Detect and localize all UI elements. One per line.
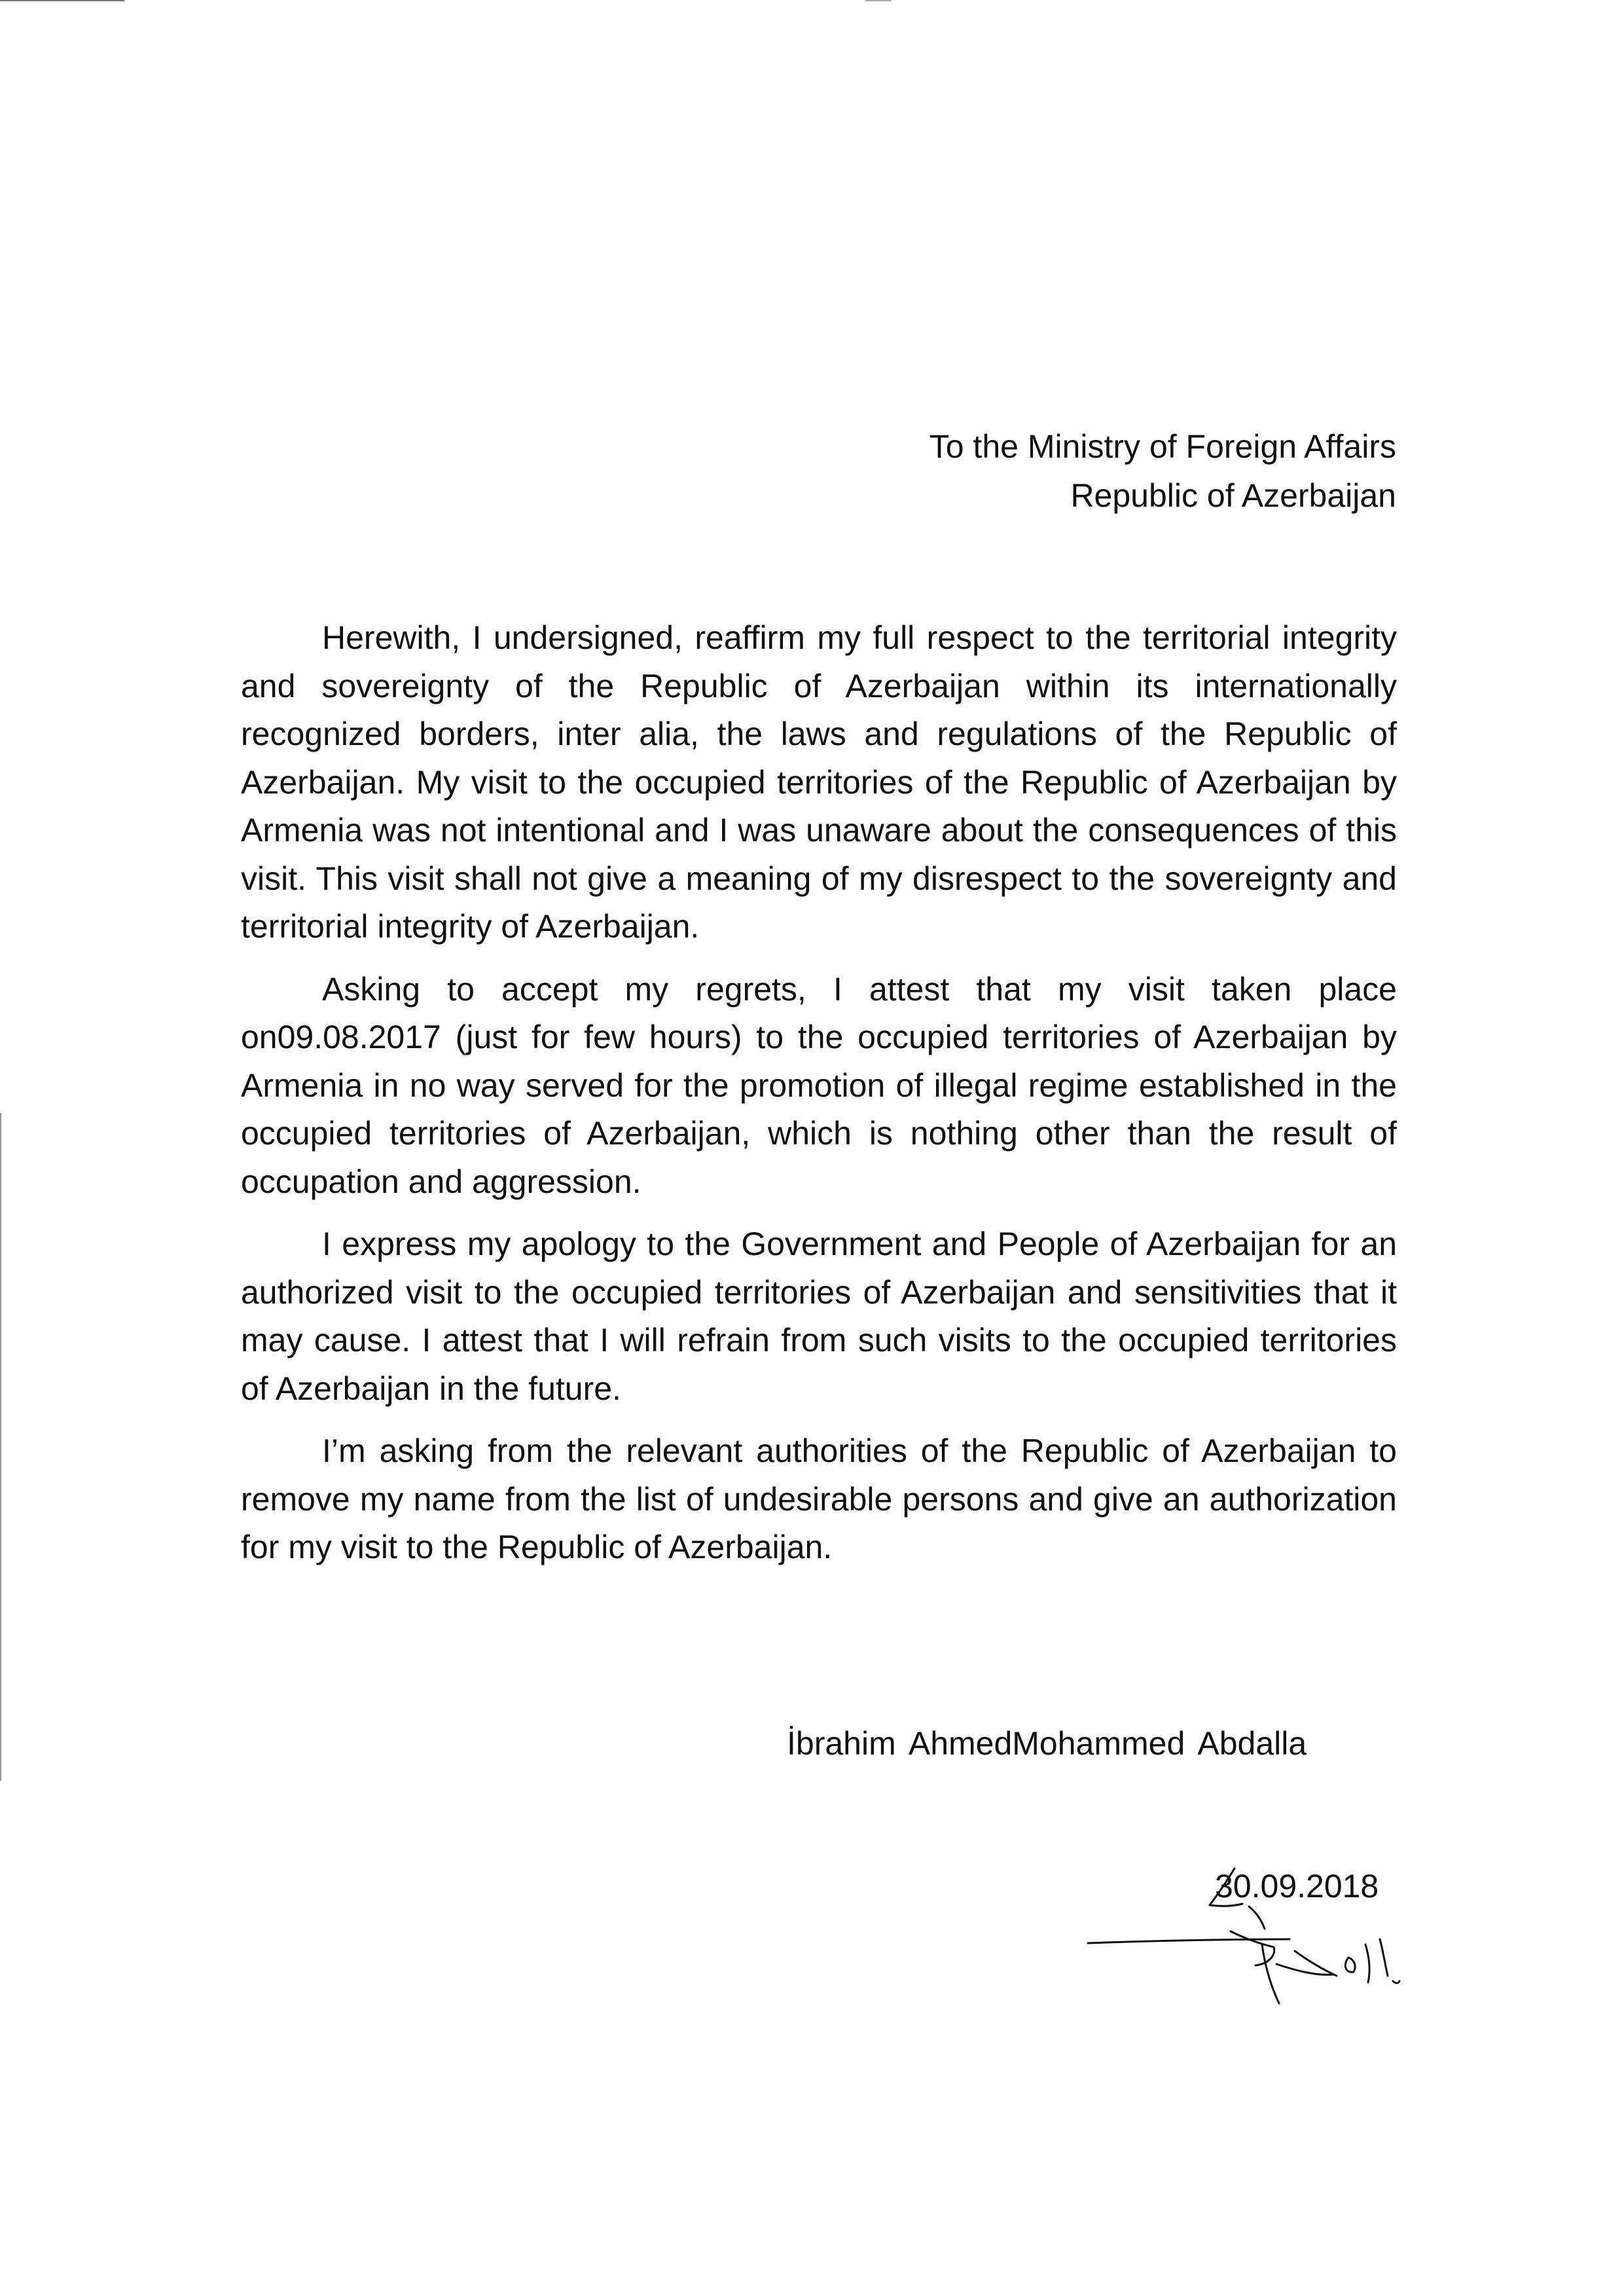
scan-artifact-left-edge — [0, 1113, 1, 1781]
paragraph-3: I express my apology to the Government and People of Azerbaijan for an authorized visit to the occupied territories of Azerbaijan and sensitivities that it may cause. I attest that I will refrain from such visits to the occupied territories of Azerbaijan in the future. — [241, 1226, 1397, 1407]
paragraph-1: Herewith, I undersigned, reaffirm my full respect to the territorial integrity and sovereignty of the Republic of Azerbaijan within its internationally recognized borders, inter alia, the laws and regulations of the Republic of Azerbaijan. My visit to the occupied territories of the Republic of Azerbaijan by Armenia was not intentional and I was unaware about the consequences of this visit. This visit shall not give a meaning of my disrespect to the sovereignty and territorial integrity of Azerbaijan. — [241, 619, 1397, 945]
addressee-block — [929, 422, 1396, 520]
scan-artifact-top-center — [865, 0, 892, 1]
signature-date: 30.09.2018 — [1215, 1868, 1379, 1904]
addressee-line-2: Republic of Azerbaijan — [1070, 477, 1396, 514]
paragraph-2: Asking to accept my regrets, I attest that my visit taken place on09.08.2017 (just for few hours) to the occupied territories of Azerbaijan by Armenia in no way served for the promotion of illegal regime established in the occupied territories of Azerbaijan, which is nothing other than the result of occupation and aggression. — [241, 970, 1397, 1200]
scan-artifact-top-left — [0, 0, 124, 1]
letter-body — [241, 614, 1397, 1586]
signer-name: İbrahim AhmedMohammed Abdalla — [787, 1725, 1307, 1762]
handwritten-signature — [1080, 1866, 1447, 2010]
paragraph-4: I’m asking from the relevant authorities of the Republic of Azerbaijan to remove my name from the list of undesirable persons and give an authorization for my visit to the Republic of Azerbaijan. — [241, 1432, 1397, 1565]
addressee-line-1: To the Ministry of Foreign Affairs — [929, 428, 1396, 465]
